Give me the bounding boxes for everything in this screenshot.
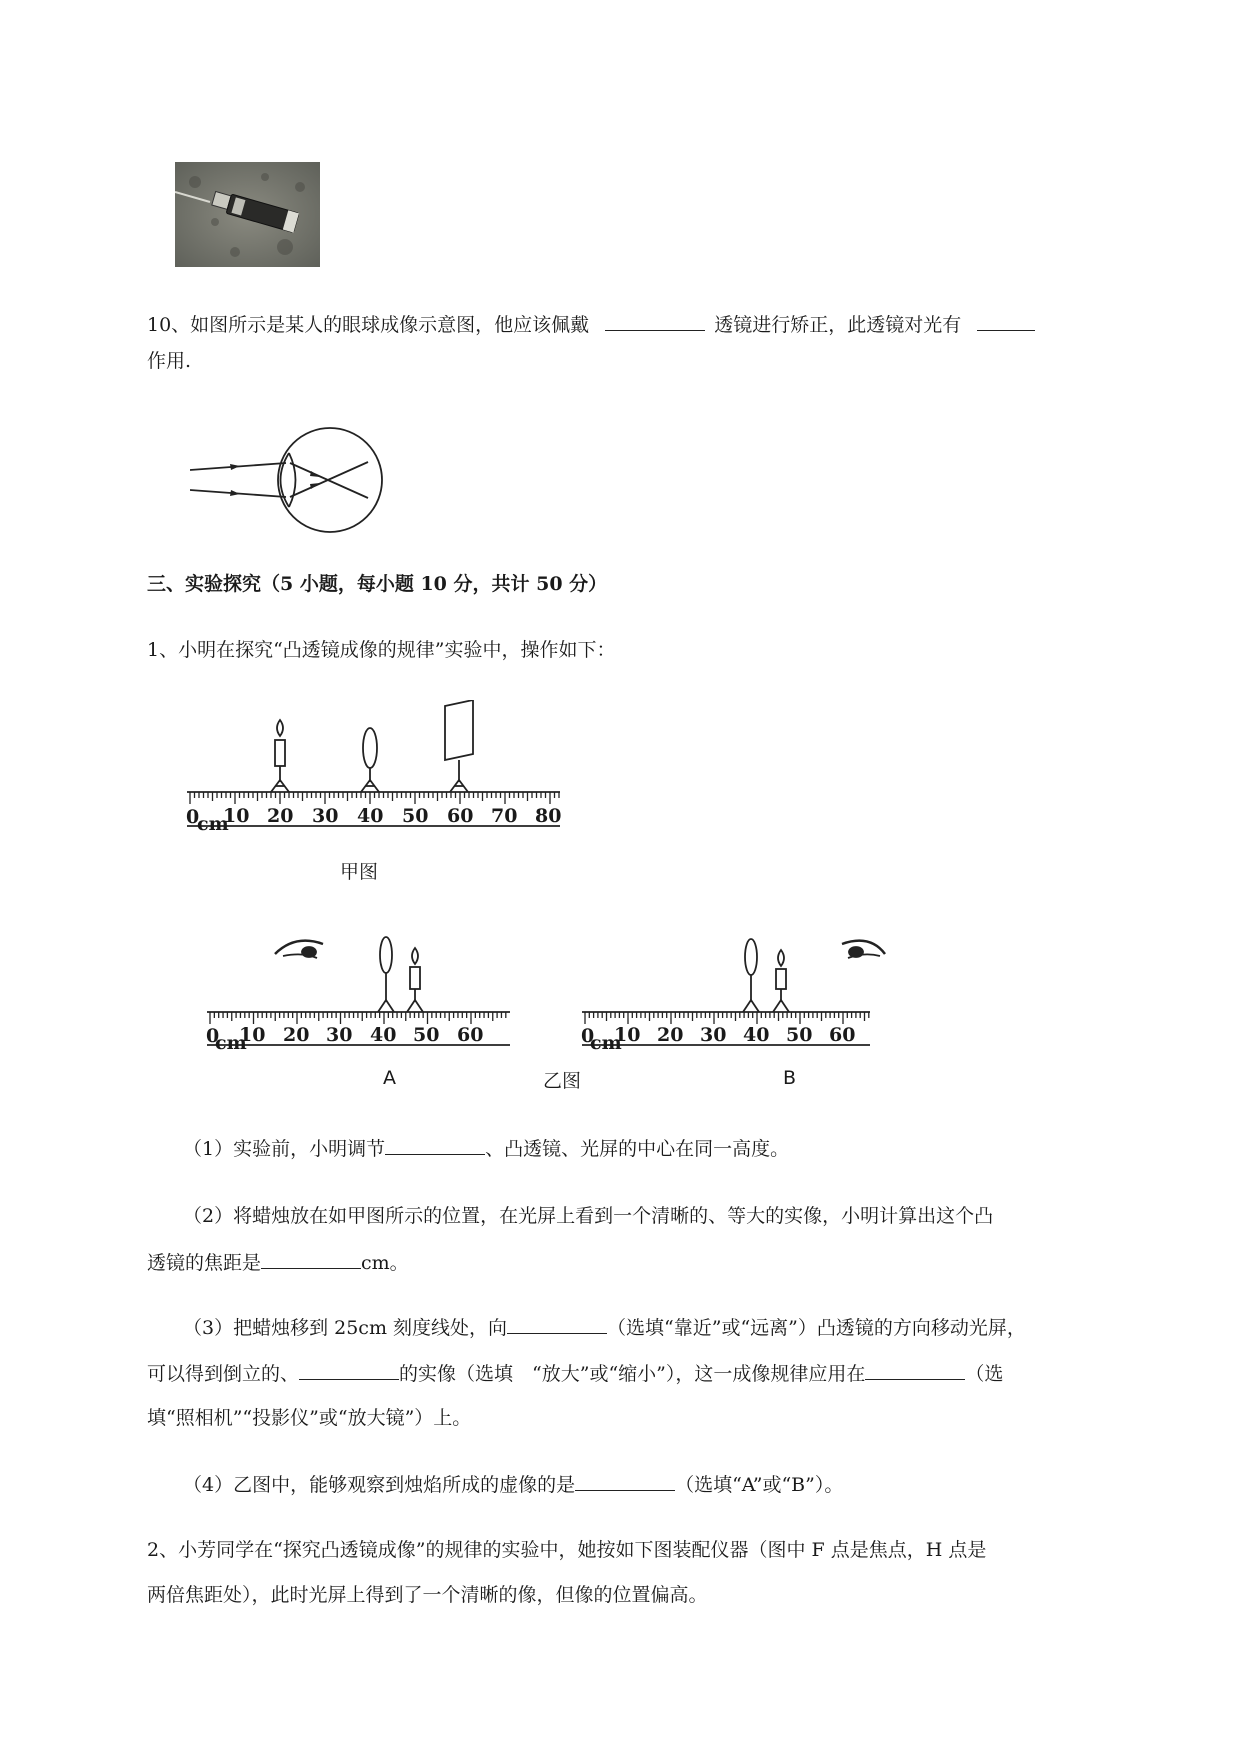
section-3-heading: 三、实验探究（5 小题，每小题 10 分，共计 50 分） xyxy=(147,573,608,595)
ruler-label-40: 40 xyxy=(357,805,384,827)
ruler-label-80: 80 xyxy=(535,805,562,827)
ruler-label-60: 60 xyxy=(447,805,474,827)
ruler-b-label-60: 60 xyxy=(829,1024,856,1046)
answer-blank-4[interactable] xyxy=(575,1470,675,1491)
subquestion-4-text-a: （4）乙图中，能够观察到烛焰所成的虚像的是 xyxy=(183,1474,576,1496)
answer-blank-lens-effect[interactable] xyxy=(977,310,1035,331)
answer-blank-lens-type[interactable] xyxy=(605,310,705,331)
ruler-label-50: 50 xyxy=(402,805,429,827)
ruler-a-label-40: 40 xyxy=(370,1024,397,1046)
subquestion-2-line2 xyxy=(147,1248,409,1277)
photo-laser-pointer xyxy=(175,162,320,267)
answer-blank-3a[interactable] xyxy=(507,1313,607,1334)
subquestion-2-line1: （2）将蜡烛放在如甲图所示的位置，在光屏上看到一个清晰的、等大的实像，小明计算出这个凸 xyxy=(183,1205,994,1227)
subquestion-3-text-a: （3）把蜡烛移到 25cm 刻度线处，向 xyxy=(183,1317,508,1339)
figure-yi-a xyxy=(205,930,525,1055)
subquestion-3-text-d: 的实像（选填 “放大”或“缩小”），这一成像规律应用在 xyxy=(399,1363,866,1385)
subquestion-2-text-c: cm。 xyxy=(361,1252,409,1274)
answer-blank-1[interactable] xyxy=(385,1134,485,1155)
ruler-b-label-0: 0 xyxy=(581,1025,595,1047)
experiment-2-line1: 2、小芳同学在“探究凸透镜成像”的规律的实验中，她按如下图装配仪器（图中 F 点是焦点，H 点是 xyxy=(147,1539,987,1561)
light-screen-icon xyxy=(445,700,473,792)
eye-diagram xyxy=(190,420,410,540)
figure-yi-caption: 乙图 xyxy=(543,1070,582,1092)
ruler-a-label-0: 0 xyxy=(206,1025,220,1047)
figure-jia xyxy=(185,700,565,840)
ruler-a-label-60: 60 xyxy=(457,1024,484,1046)
answer-blank-3c[interactable] xyxy=(865,1359,965,1380)
q10-line2 xyxy=(147,347,191,375)
convex-lens-icon xyxy=(361,728,379,792)
subquestion-3-line2 xyxy=(147,1359,1003,1388)
ruler-label-0: 0 xyxy=(186,806,200,828)
q10-text-c: 作用. xyxy=(147,350,192,372)
subquestion-1 xyxy=(183,1134,789,1163)
subquestion-1-text-b: 、凸透镜、光屏的中心在同一高度。 xyxy=(485,1138,790,1160)
subquestion-3-text-b: （选填“靠近”或“远离”）凸透镜的方向移动光屏， xyxy=(607,1317,1026,1339)
ruler-b-label-20: 20 xyxy=(657,1024,684,1046)
subquestion-2-text-b: 透镜的焦距是 xyxy=(147,1252,262,1274)
ruler-b-label-40: 40 xyxy=(743,1024,770,1046)
subquestion-3-line3: 填“照相机”“投影仪”或“放大镜”）上。 xyxy=(147,1407,472,1429)
answer-blank-3b[interactable] xyxy=(299,1359,399,1380)
experiment-1-intro: 1、小明在探究“凸透镜成像的规律”实验中，操作如下： xyxy=(147,639,616,661)
ruler-label-30: 30 xyxy=(312,805,339,827)
figure-yi-label-a: A xyxy=(383,1067,396,1089)
subquestion-3-line1 xyxy=(183,1313,1026,1342)
ruler-label-10: 10 xyxy=(223,805,250,827)
ruler-label-cm: cm xyxy=(197,813,229,835)
ruler-b-label-50: 50 xyxy=(786,1024,813,1046)
answer-blank-2[interactable] xyxy=(261,1248,361,1269)
experiment-2-line2: 两倍焦距处），此时光屏上得到了一个清晰的像，但像的位置偏高。 xyxy=(147,1584,708,1606)
subquestion-3-text-c: 可以得到倒立的、 xyxy=(147,1363,300,1385)
ruler-a-label-10: 10 xyxy=(239,1024,266,1046)
subquestion-1-text-a: （1）实验前，小明调节 xyxy=(183,1138,386,1160)
ruler-label-20: 20 xyxy=(267,805,294,827)
ruler-a-label-cm: cm xyxy=(215,1032,247,1054)
ruler-b-label-30: 30 xyxy=(700,1024,727,1046)
q10-line1 xyxy=(147,310,1035,339)
q10-text-a: 10、如图所示是某人的眼球成像示意图，他应该佩戴 xyxy=(147,314,590,336)
eye-icon xyxy=(842,941,885,958)
figure-yi-label-b: B xyxy=(783,1067,797,1089)
ruler-a-label-20: 20 xyxy=(283,1024,310,1046)
eye-icon xyxy=(275,941,323,958)
ruler-label-70: 70 xyxy=(491,805,518,827)
q10-text-b: 透镜进行矫正，此透镜对光有 xyxy=(714,314,962,336)
ruler-a-label-50: 50 xyxy=(413,1024,440,1046)
subquestion-4-text-b: （选填“A”或“B”）。 xyxy=(675,1474,844,1496)
ruler-b-label-cm: cm xyxy=(590,1032,622,1054)
ruler-a-label-30: 30 xyxy=(326,1024,353,1046)
figure-yi-b xyxy=(580,930,900,1055)
candle-icon xyxy=(271,720,289,792)
ruler-b-label-10: 10 xyxy=(614,1024,641,1046)
figure-jia-caption: 甲图 xyxy=(340,861,379,883)
subquestion-3-text-e: （选 xyxy=(965,1363,1004,1385)
subquestion-4 xyxy=(183,1470,843,1499)
